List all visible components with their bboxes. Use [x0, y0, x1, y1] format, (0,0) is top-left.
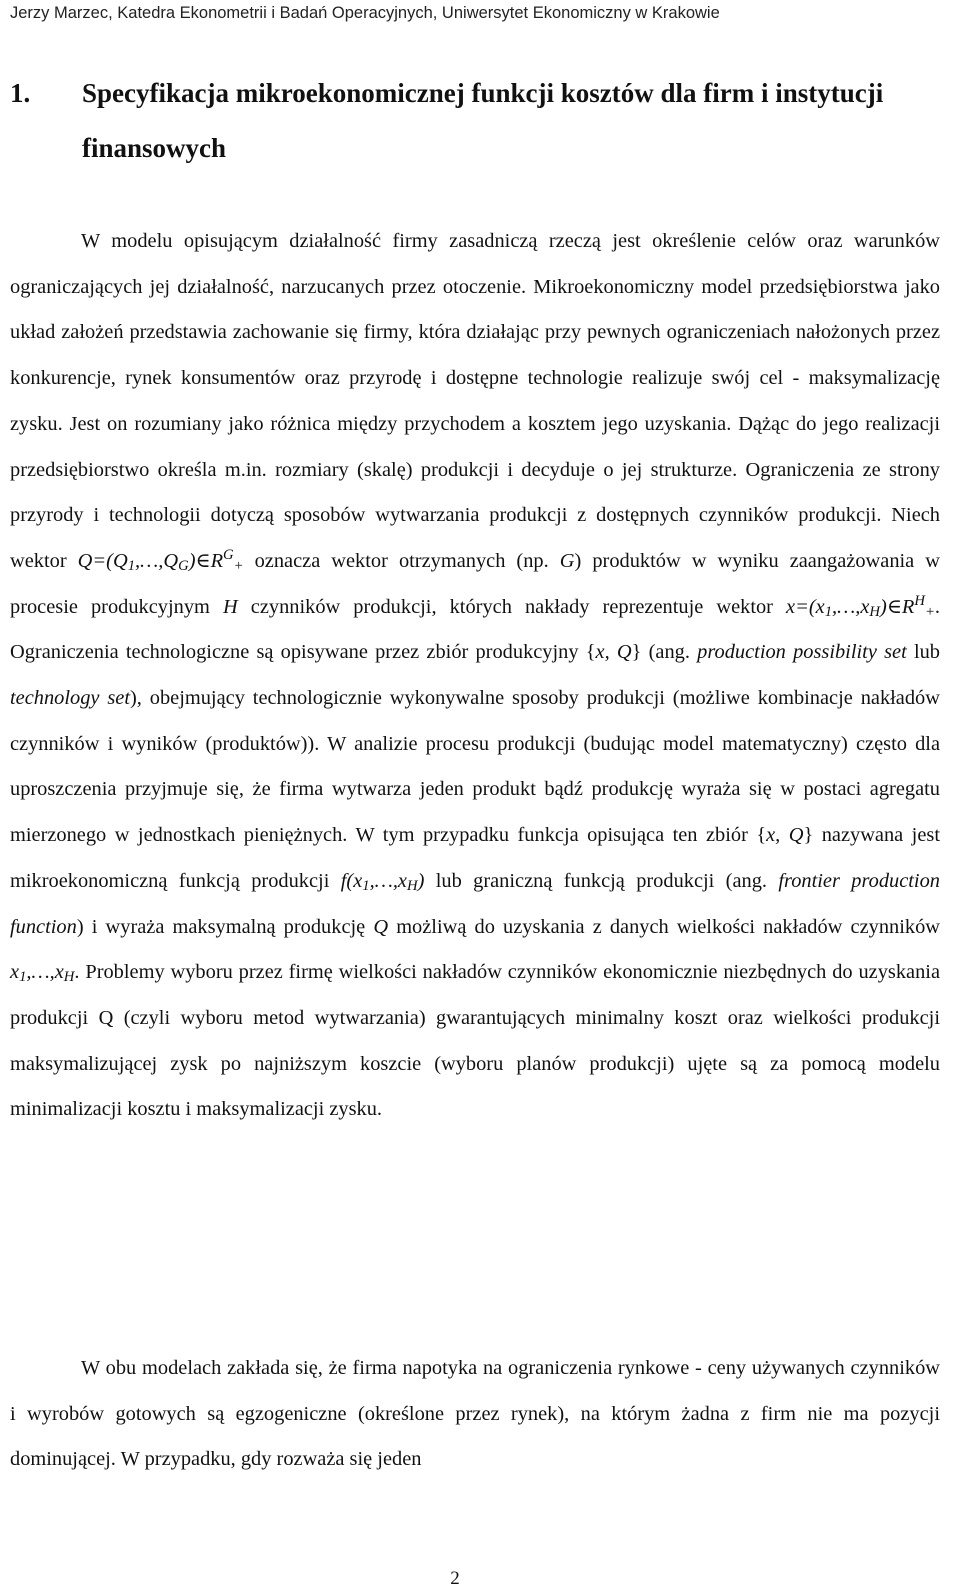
english-term: technology set	[10, 687, 130, 710]
variable-Q: Q	[373, 915, 389, 938]
variable-G: G	[559, 549, 575, 572]
formula-production-function: $f(x_1,\dots,x_H)$	[340, 869, 425, 894]
text-run: lub graniczną funkcją produkcji (ang.	[424, 869, 779, 892]
text-run: } nazywana jest mikroekonomiczną funkcją produkcji	[10, 824, 940, 892]
variable-H: H	[222, 595, 238, 618]
set-elements: x, Q	[766, 824, 804, 847]
running-header: Jerzy Marzec, Katedra Ekonometrii i Badań Operacyjnych, Uniwersytet Ekonomiczny w Krakowie	[10, 4, 720, 22]
english-term: production possibility set	[697, 641, 907, 664]
formula-inputs: $x_1,\dots,x_H$	[10, 961, 75, 986]
text-run: oznacza wektor otrzymanych (np.	[243, 549, 560, 572]
english-term: frontier production function	[10, 869, 940, 938]
text-run: } (ang.	[631, 641, 698, 664]
text-run: . Ograniczenia technologiczne są opisywane przez zbiór produkcyjny {	[10, 595, 940, 664]
text-run: W modelu opisującym działalność firmy zasadniczą rzeczą jest określenie celów oraz warunków ograniczających jej działalność, narzucanych przez otoczenie. Mikroekonomiczny model przedsiębiorstwa jako układ założeń przedstawia zachowanie się firmy, która działając przy pewnych ograniczeniach nałożonych przez konkurencje, rynek konsumentów oraz przyrodę i dostępne technologie realizuje swój cel - maksymalizację zysku. Jest on rozumiany jako różnica między przychodem a kosztem jego uzyskania. Dążąc do jego realizacji przedsiębiorstwo określa m.in. rozmiary (skalę) produkcji i decyduje o jej strukturze. Ograniczenia ze strony przyrody i technologii dotyczą sposobów wytwarzania produkcji z dostępnych czynników produkcji. Niech wektor	[10, 230, 940, 572]
paragraph-1	[10, 219, 940, 1133]
text-run: ) i wyraża maksymalną produkcję	[76, 915, 374, 938]
section-number: 1.	[10, 78, 31, 108]
text-run: ) produktów w wyniku zaangażowania w procesie produkcyjnym	[10, 549, 940, 618]
text-run: ), obejmujący technologicznie wykonywalne sposoby produkcji (możliwe kombinacje nakładów czynników i wyników (produktów)). W analizie procesu produkcji (budując model matematyczny) często dla uproszczenia przyjmuje się, że firma wytwarza jeden produkt bądź produkcję wyraża się w postaci agregatu mierzonego w jednostkach pieniężnych. W tym przypadku funkcja opisująca ten zbiór {	[10, 687, 940, 847]
text-run: lub	[906, 641, 940, 664]
section-title: Specyfikacja mikroekonomicznej funkcji kosztów dla firm i instytucji finansowych	[82, 78, 884, 163]
set-elements: x, Q	[595, 641, 632, 664]
paragraph-2-text: W obu modelach zakłada się, że firma napotyka na ograniczenia rynkowe - ceny używanych czynników i wyrobów gotowych są egzogeniczne (określone przez rynek), na którym żadna z firm nie ma pozycji dominującej. W przypadku, gdy rozważa się jeden	[10, 1357, 940, 1471]
text-run: możliwą do uzyskania z danych wielkości nakładów czynników	[388, 915, 940, 938]
formula-Q-vector: $Q=(Q_1,\dots,Q_G)\in R^G_+$	[77, 546, 244, 574]
section-heading	[10, 66, 940, 176]
formula-x-vector: $x=(x_1,\dots,x_H)\in R^H_+$	[786, 592, 935, 620]
text-run: . Problemy wyboru przez firmę wielkości nakładów czynników ekonomicznie niezbędnych do uzyskania produkcji Q (czyli wyboru metod wytwarzania) gwarantujących minimalny koszt oraz wielkości produkcji maksymalizującej zysk po najniższym koszcie (wyboru planów produkcji) ujęte są za pomocą modelu minimalizacji kosztu i maksymalizacji zysku.	[10, 961, 940, 1121]
paragraph-2	[10, 1346, 940, 1483]
text-run: czynników produkcji, których nakłady reprezentuje wektor	[237, 595, 787, 618]
page-number: 2	[450, 1568, 460, 1589]
